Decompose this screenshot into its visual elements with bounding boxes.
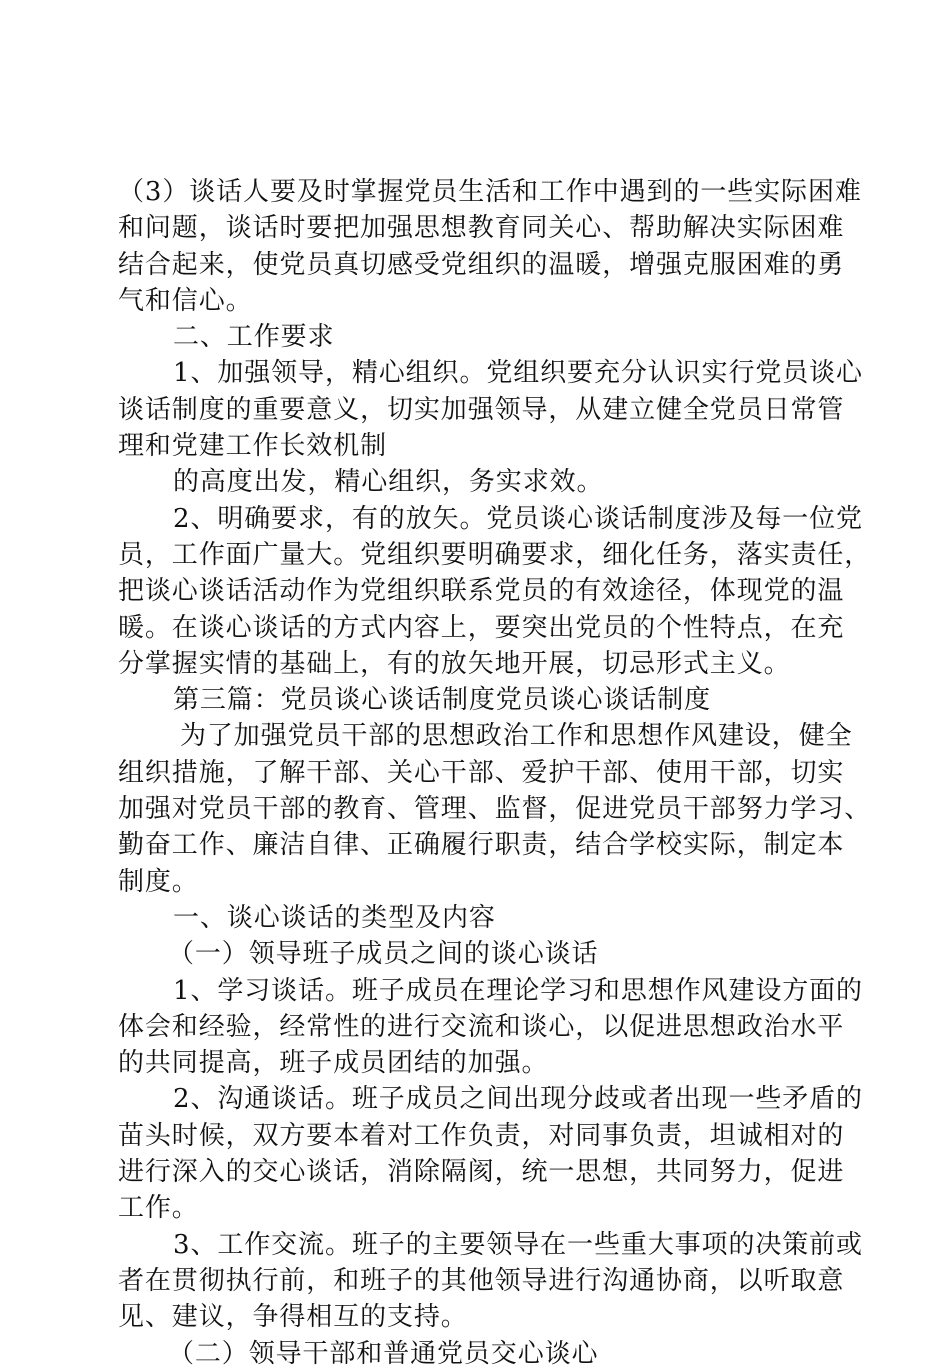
- chapter-heading: 第三篇：党员谈心谈话制度党员谈心谈话制度: [173, 685, 712, 716]
- text-line: 组织措施，了解干部、关心干部、爱护干部、使用干部，切实: [118, 757, 845, 788]
- text-line: 把谈心谈话活动作为党组织联系党员的有效途径，体现党的温: [118, 576, 845, 607]
- text-line: 见、建议，争得相互的支持。: [118, 1302, 468, 1333]
- text-line: 加强对党员干部的教育、管理、监督，促进党员干部努力学习、: [118, 794, 872, 825]
- text-line: 2、明确要求，有的放矢。党员谈心谈话制度涉及每一位党: [173, 503, 863, 534]
- text-line: 理和党建工作长效机制: [118, 431, 388, 462]
- text-line: 和问题，谈话时要把加强思想教育同关心、帮助解决实际困难: [118, 213, 845, 244]
- subsection-heading: （一）领导班子成员之间的谈心谈话: [168, 939, 599, 970]
- text-line: 2、沟通谈话。班子成员之间出现分歧或者出现一些矛盾的: [173, 1084, 863, 1115]
- text-line: 进行深入的交心谈话，消除隔阂，统一思想，共同努力，促进: [118, 1157, 845, 1188]
- text-line: 暖。在谈心谈话的方式内容上，要突出党员的个性特点，在充: [118, 612, 845, 643]
- text-line: 的高度出发，精心组织，务实求效。: [173, 467, 604, 498]
- text-line: 工作。: [118, 1193, 199, 1224]
- text-line: 制度。: [118, 866, 199, 897]
- text-line: 结合起来，使党员真切感受党组织的温暖，增强克服困难的勇: [118, 249, 845, 280]
- text-line: （3）谈话人要及时掌握党员生活和工作中遇到的一些实际困难: [118, 177, 862, 207]
- text-line: 苗头时候，双方要本着对工作负责，对同事负责，坦诚相对的: [118, 1120, 845, 1151]
- section-heading: 一、谈心谈话的类型及内容: [173, 902, 496, 933]
- text-line: 者在贯彻执行前，和班子的其他领导进行沟通协商，以听取意: [118, 1265, 845, 1296]
- text-line: 1、加强领导，精心组织。党组织要充分认识实行党员谈心: [173, 358, 863, 389]
- section-heading: 二、工作要求: [173, 322, 335, 353]
- text-line: 的共同提高，班子成员团结的加强。: [118, 1048, 549, 1079]
- text-line: 员，工作面广量大。党组织要明确要求，细化任务，落实责任，: [118, 539, 872, 570]
- text-line: 3、工作交流。班子的主要领导在一些重大事项的决策前或: [173, 1229, 863, 1260]
- text-line: 勤奋工作、廉洁自律、正确履行职责，结合学校实际，制定本: [118, 830, 845, 861]
- text-line: 谈话制度的重要意义，切实加强领导，从建立健全党员日常管: [118, 394, 845, 425]
- text-line: 体会和经验，经常性的进行交流和谈心，以促进思想政治水平: [118, 1011, 845, 1042]
- text-line: 为了加强党员干部的思想政治工作和思想作风建设，健全: [180, 721, 853, 752]
- text-line: 1、学习谈话。班子成员在理论学习和思想作风建设方面的: [173, 975, 863, 1006]
- document-body: [118, 174, 872, 1372]
- text-line: 分掌握实情的基础上，有的放矢地开展，切忌形式主义。: [118, 648, 791, 679]
- text-line: 气和信心。: [118, 285, 253, 316]
- subsection-heading: （二）领导干部和普通党员交心谈心: [168, 1338, 599, 1369]
